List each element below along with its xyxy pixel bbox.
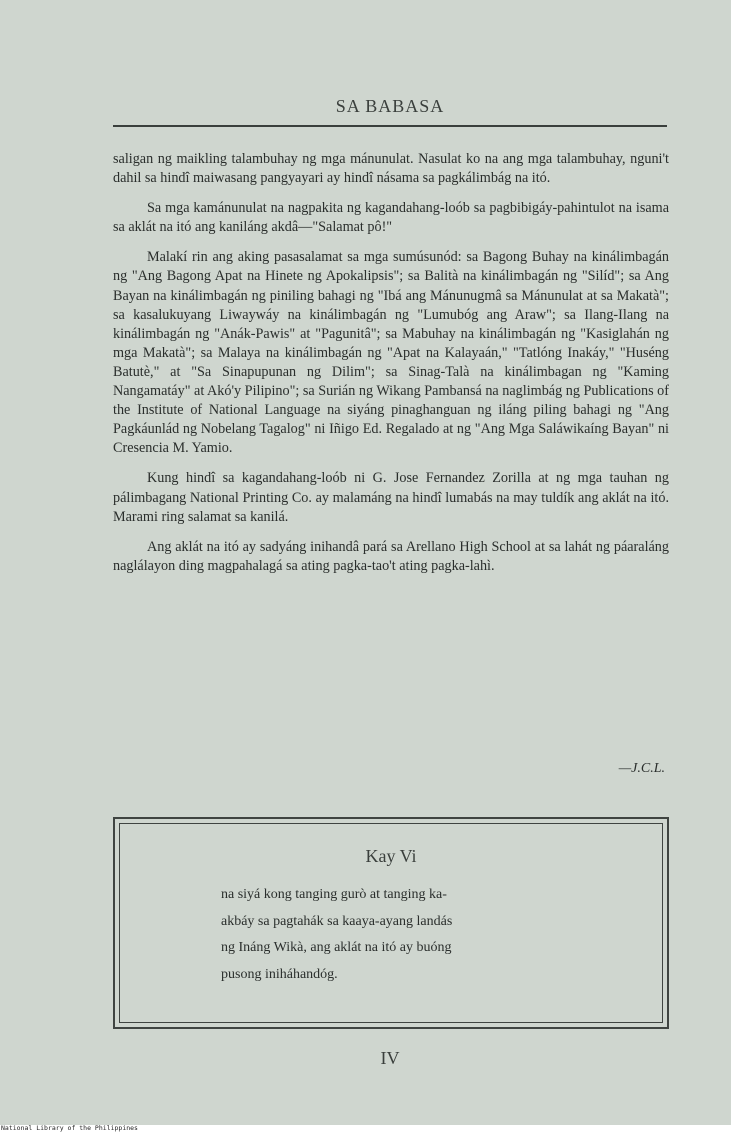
dedication-inner-border	[119, 823, 663, 1023]
preface-body	[113, 150, 669, 587]
dedication-line: ng Ináng Wikà, ang aklát na itó ay buóng	[221, 940, 452, 955]
dedication-title: Kay Vi	[365, 846, 417, 866]
paragraph-1: saligan ng maikling talambuhay ng mga mánunulat. Nasulat ko na ang mga talambuhay, nguni't dahil sa hindî maiwasang pangyayari ay hindî násama sa pagkálimbág na itó.	[113, 151, 669, 187]
dedication-text	[221, 882, 571, 988]
dedication-line: pusong iniháhandóg.	[221, 966, 338, 982]
author-signature: —J.C.L.	[618, 761, 665, 776]
dedication-line: akbáy sa pagtahák sa kaaya-ayang landás	[221, 913, 453, 929]
header-rule	[113, 125, 667, 127]
paragraph-3: Malakí rin ang aking pasasalamat sa mga sumúsunód: sa Bagong Buhay na kinálimbagán ng "Ang Bagong Apat na Hinete ng Apokalipsis"; sa Balità na kinálimbagán ng "Silíd"; sa Ang Bayan na kinálimbagán ng piniling bahagi ng "Ibá ang Mánunugmâ sa Mánunulat at sa Makatà"; sa kasalukuyang Liwaywáy na kinálimbagán ng "Lumubóg ang Araw"; sa Ilang-Ilang na kinálimbagán ng "Anák-Pawis" at "Pagunitâ"; sa Mabuhay na kinálimbagán ng "Kasiglahán ng mga Makatà"; sa Malaya na kinálimbagán ng "Apat na Kalayaán," "Tatlóng Inakáy," "Huséng Batutè," at "Sa Sinapupunan ng Dilim"; sa Sinag-Talà na kinálimbagan ng "Kaming Nangamatáy" at Akó'y Pilipino"; sa Surián ng Wikang Pambansá na naglimbág ng Publications of the Institute of National Language na siyáng pinaghanguan ng iláng piling bahagi ng "Ang Pagkáunlád ng Nobelang Tagalog" ni Iñigo Ed. Regalado at ng "Ang Mga Saláwikaíng Bayan" ni Cresencia M. Yamio.	[113, 249, 669, 457]
page-header-title: SA BABASA	[335, 96, 445, 116]
dedication-line: na siyá kong tanging gurò at tanging ka-	[221, 887, 447, 902]
page-number: IV	[380, 1048, 400, 1068]
dedication-box	[113, 817, 669, 1029]
paragraph-5: Ang aklát na itó ay sadyáng inihandâ pará sa Arellano High School at sa lahát ng páaraláng naglálayon ding magpahalagá sa ating pagka-tao't ating pagka-lahì.	[113, 538, 669, 574]
paragraph-4: Kung hindî sa kagandahang-loób ni G. Jose Fernandez Zorilla at ng mga tauhan ng pálimbagang National Printing Co. ay malamáng na hindî lumabás na may tuldík ang aklát na itó. Marami ring salamat sa kanilá.	[113, 470, 669, 525]
library-credit: National Library of the Philippines	[1, 1124, 138, 1132]
paragraph-2: Sa mga kamánunulat na nagpakita ng kagandahang-loób sa pagbibigáy-pahintulot na isama sa aklát na itó ang kaniláng akdâ—"Salamat pô!"	[113, 200, 669, 236]
